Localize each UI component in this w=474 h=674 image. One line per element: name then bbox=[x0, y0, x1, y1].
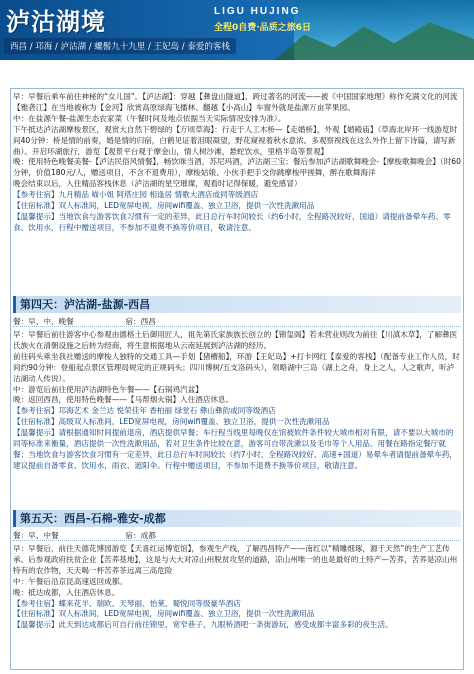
day4-lodging: 宿：西昌 bbox=[125, 317, 156, 326]
banner-title-english: LIGU HUJING bbox=[214, 6, 301, 17]
day3-afternoon: 下午抵达泸沽湖摩梭景区，观赏大自然下碧绿的【万顷草海】：行走于人工木桥—【走婚桥】，外观【婚殿庙】（草海北岸环一线游览时间40分钟：桥是情的前奏，婚是情的归宿，白鹤见证着泪眼凝望，野花窥视着秋水意浓。多观察视线在这么外作上留下诗篇，请写新曲）。开启环湖旅行，游览【观景平台观于摩金山，情人树沙滩，悬蛇饮水，里格半岛等景观】 bbox=[13, 124, 458, 156]
day3-morning: 早：早餐后乘车前往神秘的“女儿国”。【泸沽湖】：穿越【彝盘山隧道】，跨过著名的河流——被《中国国家地理》称作充满文化的河流【雅砻江】在当地被称为【金河】欣赏高原绿海飞播林、翻越【小高山】车窗外就是盐源万亩苹果园。 bbox=[13, 92, 458, 112]
day5-meals: 餐：早、中餐 bbox=[13, 531, 59, 540]
day5-lodging: 宿：成都 bbox=[125, 531, 156, 540]
day5-evening: 晚：抵达成都，入住酒店休息。 bbox=[13, 587, 120, 597]
day3-evening: 晚：使用特色晚餐美餐-【泸沽民俗风情餐】，畅饮咪当酒，苏尼玛酒，泸沽湖三宝；餐后参加泸沽湖歌舞晚会-【摩梭歌舞晚会】（时60分钟，价值180元/人，赠送项目，不含不退费用），摩梭姑娘、小伙手把手交你跳摩梭甲搓舞，醉在歌舞海洋 bbox=[13, 157, 461, 178]
day3-accommodation: 【住宿标准】双人标准间，LED宽屏电视，房间wifi覆盖、独立卫浴，提供一次性洗漱用品 bbox=[13, 201, 315, 211]
banner-tagline: 全程0自费·品质之旅6日 bbox=[214, 23, 311, 33]
day3-evening-note: 晚会结束以后，入住精品客栈休息（泸沽湖的星空璀璨，观看时记得保暖，避免感冒） bbox=[13, 179, 302, 189]
day4-evening: 晚：返回西昌，使用特色晚餐——【马帮烟火锅】入住酒店休息。 bbox=[13, 395, 234, 405]
banner-title: 泸沽湖境 bbox=[6, 7, 106, 36]
day3-ref-hotel: 【参考住宿】九月精品 喵小姐 阿塔庄园 相逢居 情歌大酒店或同等级酒店 bbox=[13, 190, 259, 200]
day4-details bbox=[13, 330, 461, 472]
day4-noon: 中：游览后前往使用泸沽湖特色午餐——【石锅鸡汽盆】 bbox=[13, 384, 203, 394]
day4-heading: 第四天：泸沽湖-盐源-西昌 bbox=[13, 296, 461, 313]
day5-heading: 第五天：西昌-石棉-雅安-成都 bbox=[13, 510, 461, 527]
day5-details bbox=[13, 544, 461, 631]
day4-accommodation: 【住宿标准】高级双人标准间，LED宽屏电视，房间wifi覆盖、独立卫浴，提供一次性洗漱用品 bbox=[13, 417, 330, 427]
header-banner bbox=[0, 0, 474, 60]
day5-ref-hotel: 【参考住宿】蝶来花半、瑞欧、天琴丽、怡莱、蜀悦同等级豪华酒店 bbox=[13, 598, 241, 608]
day5-accommodation: 【住宿标准】双人标准间，LED宽屏电视，房间wifi覆盖、独立卫浴，提供一次性洗漱用品 bbox=[13, 609, 315, 619]
day5-morning: 早：早餐后，前往天德花博园游览【天喜红运博览馆】，参观生产线，了解西昌特产——南红以“精雕细琢，源于天然”的生产工艺传承。后参观政府扶贫企业【苦荞基地】，这是与大大对凉山州脱贫攻坚的道路，凉山州唯一的也是最好的土特产—苦荞，苦荞是凉山州特有的农作物，天天喝一杯苦荞茶远离三高危险 bbox=[13, 544, 458, 575]
banner-subline: 西昌 / 邛海 / 泸沽湖 / 螺髻九十九里 / 王妃岛 / 泰爱的客栈 bbox=[4, 38, 236, 54]
day5-noon: 中：午餐后沿京昆高速返回成都。 bbox=[13, 576, 127, 586]
day4-meal-row bbox=[13, 316, 461, 327]
day4-morning: 早：早餐后前往游客中心参观由德格土后御用匠人，祖先第氏家族族长创立的【锦玺阁】若未营业则改为前往【川滇木草】，了解彝医氏族火在清朝设施之后转为经商，将生意根据地从云南延展到泸沽湖的经历。 bbox=[13, 330, 458, 350]
day4-tips: 【温馨提示】请根据通知时间提前退房，酒店提供早餐；车行程当线里每晚仅在馆被软件条件较大城市相对有限，请不要以大城市的同等标准来衡量，酒店提供一次性洗漱用品，若对卫生条件比较在意，游客可自带洗漱以及毛巾等个人用品。用餐在路指定餐厅就餐；当地饮食与游客饮食习惯有一定差异，此日总行车时间较长（约7小时，全程路况较好，高速+国道）易晕车者请提前备晕车药，建议提前自备零食、饮用水，雨衣、遮阳伞。行程中赠送项目，不参加不退费不换等价项目，敬请注意。 bbox=[13, 428, 458, 470]
day5-meal-row bbox=[13, 530, 461, 541]
day5-tips: 【温馨提示】此天到达成都后可自行前往锦里、宽窄巷子、九眼桥酒吧一条街游玩，感受成都丰富多彩的夜生活。 bbox=[13, 620, 393, 630]
day3-noon: 中：在盐源午餐-盐源生态农家菜（午餐时间及地点依据当天实际情况安排为准）。 bbox=[13, 113, 286, 123]
day4-ref-hotel: 【参考住宿】邛海艺术 金兰达 悦荣佳年 香柏丽 绿堂石 彝山彝韵或同等级酒店 bbox=[13, 406, 276, 416]
day3-tips: 【温馨提示】当地饮食与游客饮食习惯有一定的差异，此日总行车时间较长（约6小时，全程路况较好，国道）请提前备晕车药、零食、饮用水，行程中赠送项目，不参加不退费不换等价项目，敬请注意。 bbox=[13, 211, 451, 232]
day4-morning-boat: 前往码头乘坐我社赠送的摩梭人独特的交通工具—手划【猪槽船】，环游【王妃岛】+打卡网红【泰爱的客栈】（配备专业工作人员，时间约90分钟：登船起点景区管理局规定的正规码头；四川博树/五支洛码头），领略湖中三岛（湖上之舟，身上之人，人之歌声，听泸沽湖动人传说）。 bbox=[13, 351, 460, 383]
day3-details bbox=[13, 92, 461, 234]
day4-meals: 餐：早、中、晚餐 bbox=[13, 317, 74, 326]
